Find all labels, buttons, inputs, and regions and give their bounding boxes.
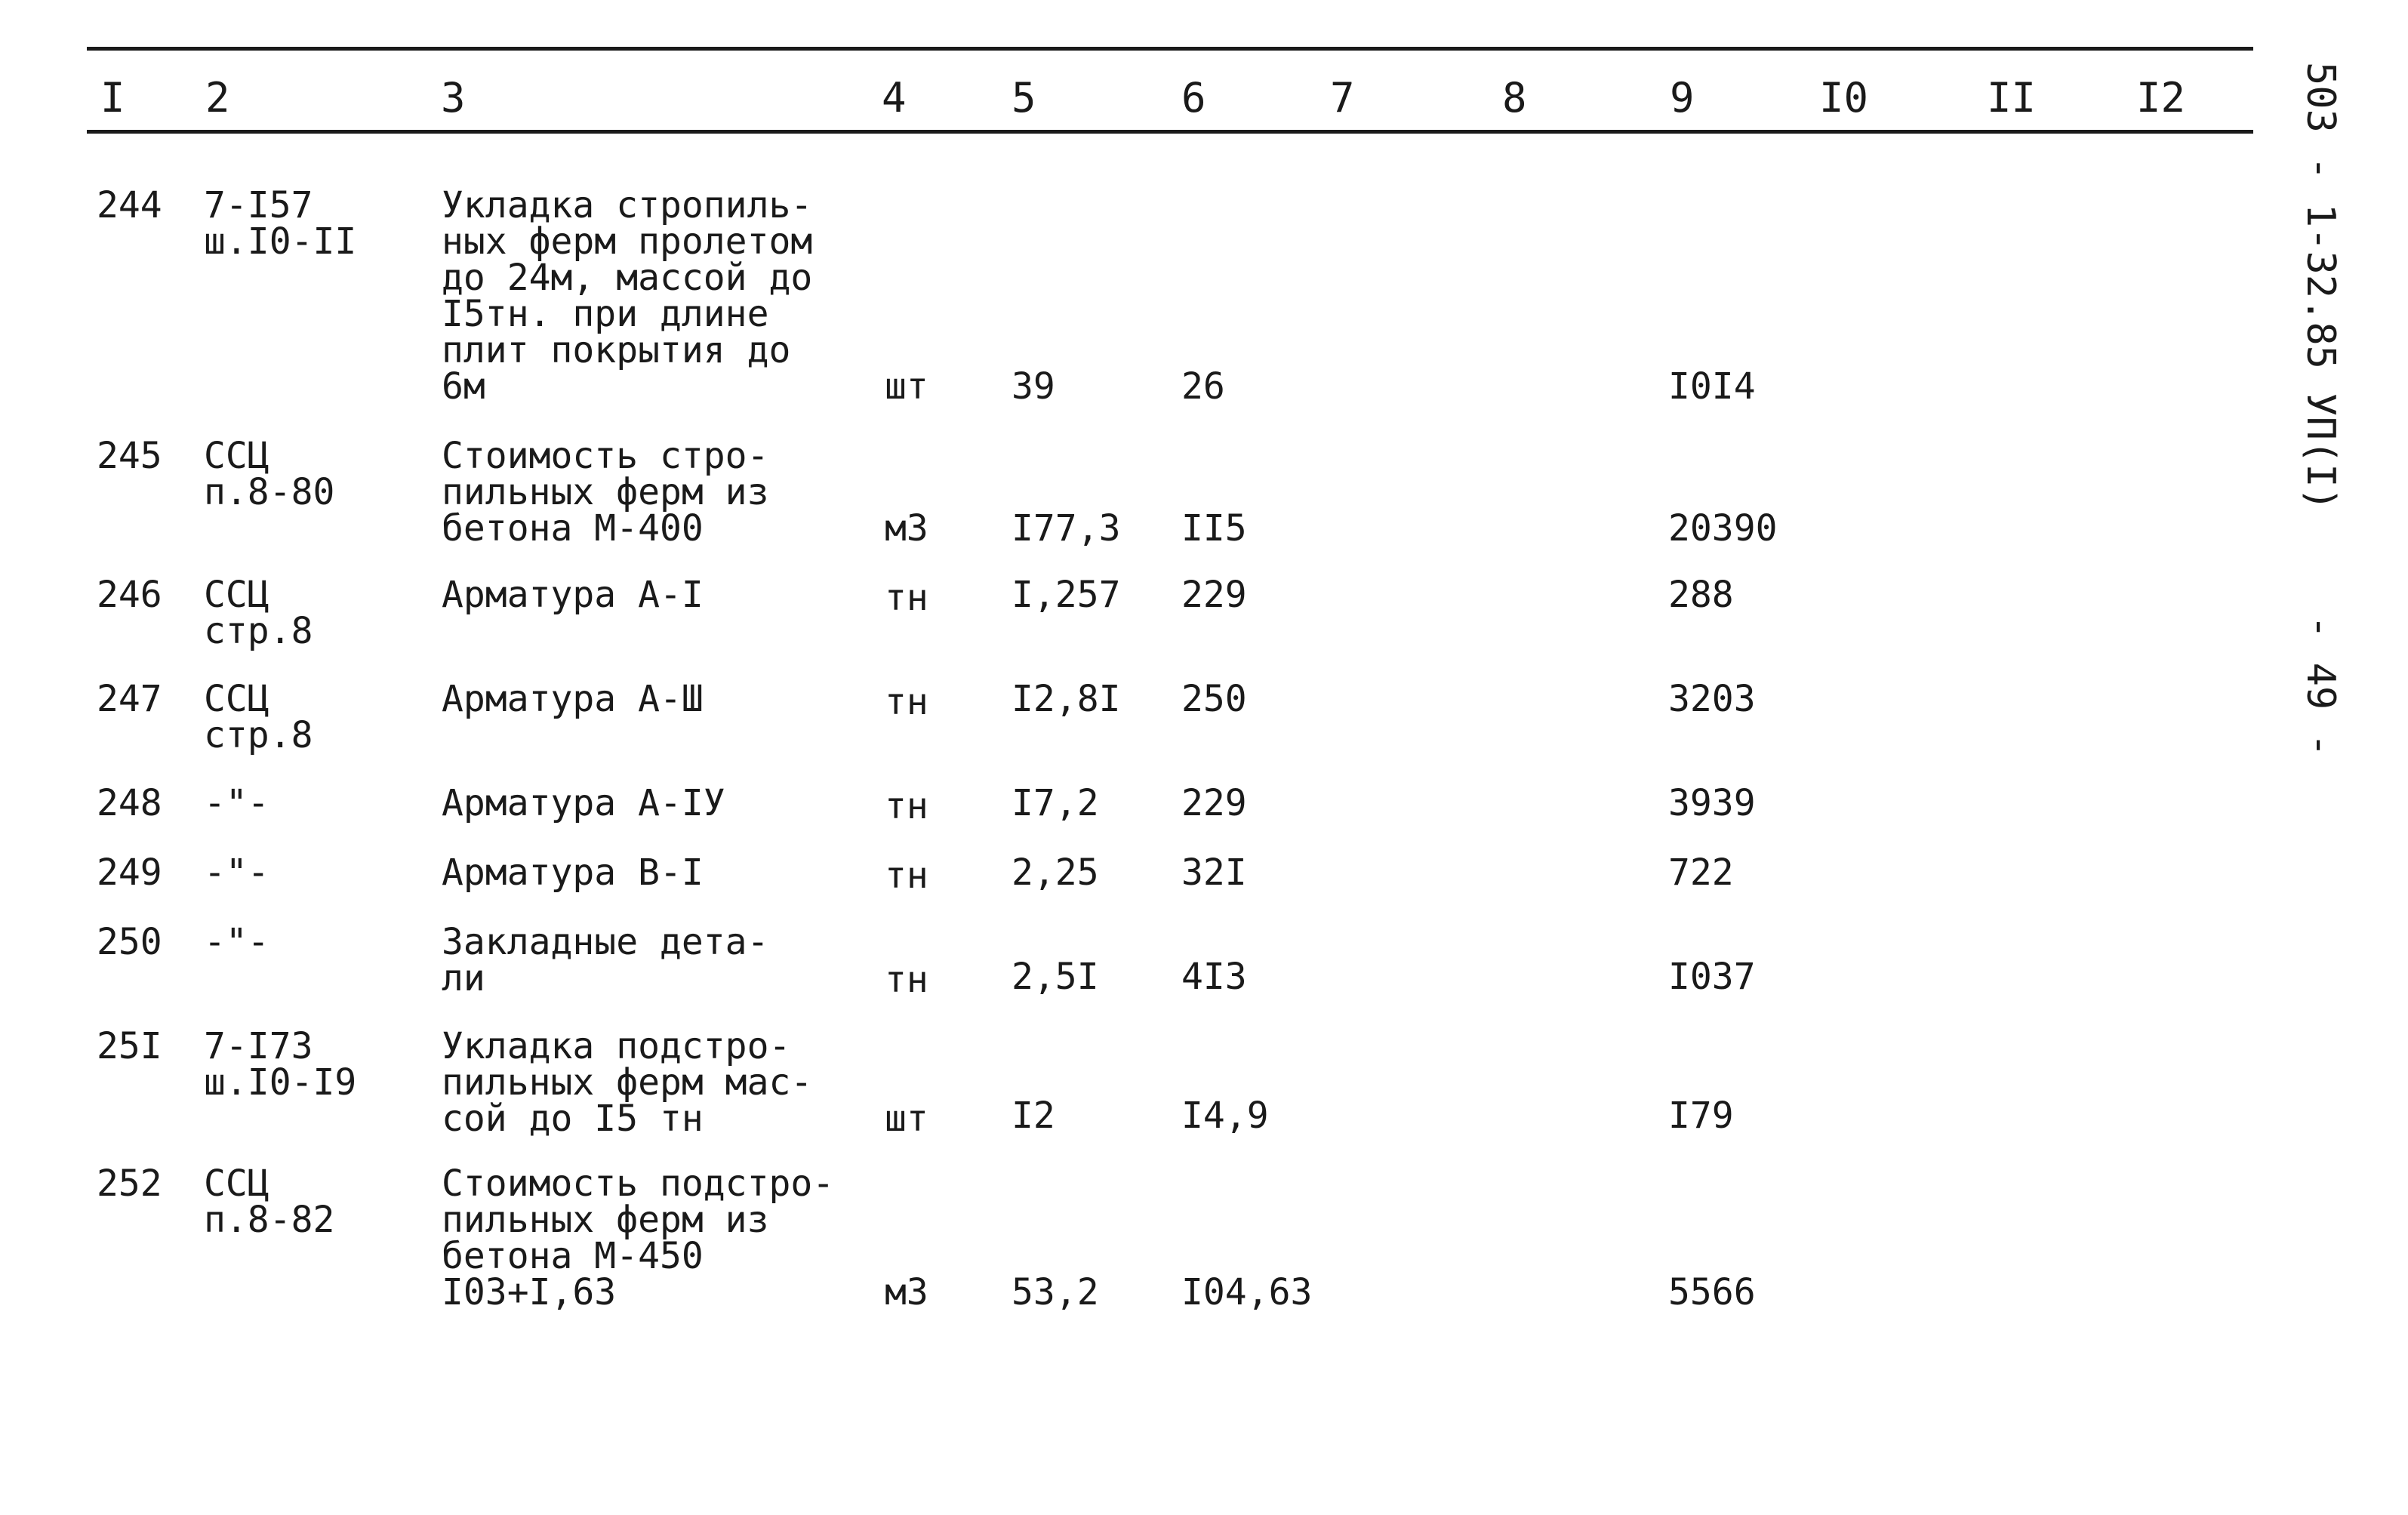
row-number: 249 [97, 851, 162, 894]
row-total: I79 [1668, 1095, 1734, 1137]
page-number: - 49 - [2298, 615, 2343, 757]
row-reference: -"- [204, 782, 269, 824]
row-reference: ССЦ п.8-82 [204, 1162, 335, 1241]
row-reference: 7-I73 ш.I0-I9 [204, 1025, 357, 1104]
row-description: Арматура В-I [442, 851, 704, 894]
row-unit: шт [885, 1098, 928, 1140]
column-header-3: 3 [441, 74, 466, 122]
header-bottom-rule [87, 130, 2253, 134]
row-quantity: 39 [1012, 365, 1055, 408]
row-unit-price: I4,9 [1181, 1095, 1269, 1137]
row-reference: -"- [204, 921, 269, 963]
row-description: Укладка подстро- пильных ферм мас- сой до I5 тн [442, 1025, 813, 1140]
row-description: Укладка стропиль- ных ферм пролетом до 24м, массой до I5тн. при длине плит покрытия до 6м [442, 184, 813, 408]
row-description: Стоимость стро- пильных ферм из бетона М-400 [442, 435, 769, 550]
row-unit-price: 229 [1181, 574, 1247, 616]
row-unit: тн [885, 959, 928, 1001]
row-description: Стоимость подстро- пильных ферм из бетона М-450 I03+I,63 [442, 1162, 835, 1313]
row-description: Арматура А-I [442, 574, 704, 616]
row-description: Арматура А-IУ [442, 782, 725, 824]
row-unit-price: 229 [1181, 782, 1247, 824]
row-total: 288 [1668, 574, 1734, 616]
row-total: 20390 [1668, 507, 1778, 550]
row-unit: м3 [885, 507, 928, 550]
row-unit-price: 4I3 [1181, 956, 1247, 998]
row-reference: -"- [204, 851, 269, 894]
row-total: 5566 [1668, 1271, 1756, 1313]
row-reference: ССЦ стр.8 [204, 574, 313, 652]
row-number: 252 [97, 1162, 162, 1205]
column-header-5: 5 [1012, 74, 1036, 122]
row-quantity: I2,8I [1012, 678, 1121, 720]
row-unit: тн [885, 681, 928, 723]
row-number: 25I [97, 1025, 162, 1067]
row-reference: ССЦ стр.8 [204, 678, 313, 756]
row-quantity: I7,2 [1012, 782, 1099, 824]
document-code: 503 - 1-32.85 УП(I) [2298, 62, 2343, 511]
row-unit: м3 [885, 1271, 928, 1313]
column-header-4: 4 [882, 74, 907, 122]
row-total: I0I4 [1668, 365, 1756, 408]
row-quantity: I2 [1012, 1095, 1055, 1137]
column-header-10: I0 [1819, 74, 1869, 122]
row-unit: тн [885, 785, 928, 827]
row-unit-price: I04,63 [1181, 1271, 1313, 1313]
row-number: 248 [97, 782, 162, 824]
row-total: 3203 [1668, 678, 1756, 720]
column-header-2: 2 [205, 74, 230, 122]
row-unit-price: 32I [1181, 851, 1247, 894]
row-reference: 7-I57 ш.I0-II [204, 184, 357, 263]
row-number: 246 [97, 574, 162, 616]
row-reference: ССЦ п.8-80 [204, 435, 335, 513]
column-header-8: 8 [1502, 74, 1527, 122]
row-quantity: I77,3 [1012, 507, 1121, 550]
row-number: 250 [97, 921, 162, 963]
header-top-rule [87, 47, 2253, 51]
row-number: 244 [97, 184, 162, 226]
column-header-9: 9 [1670, 74, 1695, 122]
row-unit: тн [885, 854, 928, 897]
row-total: I037 [1668, 956, 1756, 998]
row-number: 247 [97, 678, 162, 720]
column-header-12: I2 [2136, 74, 2186, 122]
row-unit-price: II5 [1181, 507, 1247, 550]
row-unit: тн [885, 577, 928, 619]
row-quantity: I,257 [1012, 574, 1121, 616]
row-unit-price: 26 [1181, 365, 1225, 408]
column-header-1: I [100, 74, 125, 122]
row-unit-price: 250 [1181, 678, 1247, 720]
row-description: Закладные дета- ли [442, 921, 769, 999]
row-total: 722 [1668, 851, 1734, 894]
row-total: 3939 [1668, 782, 1756, 824]
row-quantity: 53,2 [1012, 1271, 1099, 1313]
row-quantity: 2,5I [1012, 956, 1099, 998]
row-unit: шт [885, 365, 928, 408]
column-header-7: 7 [1330, 74, 1355, 122]
row-description: Арматура А-Ш [442, 678, 704, 720]
column-header-6: 6 [1181, 74, 1206, 122]
row-quantity: 2,25 [1012, 851, 1099, 894]
column-header-11: II [1987, 74, 2037, 122]
row-number: 245 [97, 435, 162, 477]
